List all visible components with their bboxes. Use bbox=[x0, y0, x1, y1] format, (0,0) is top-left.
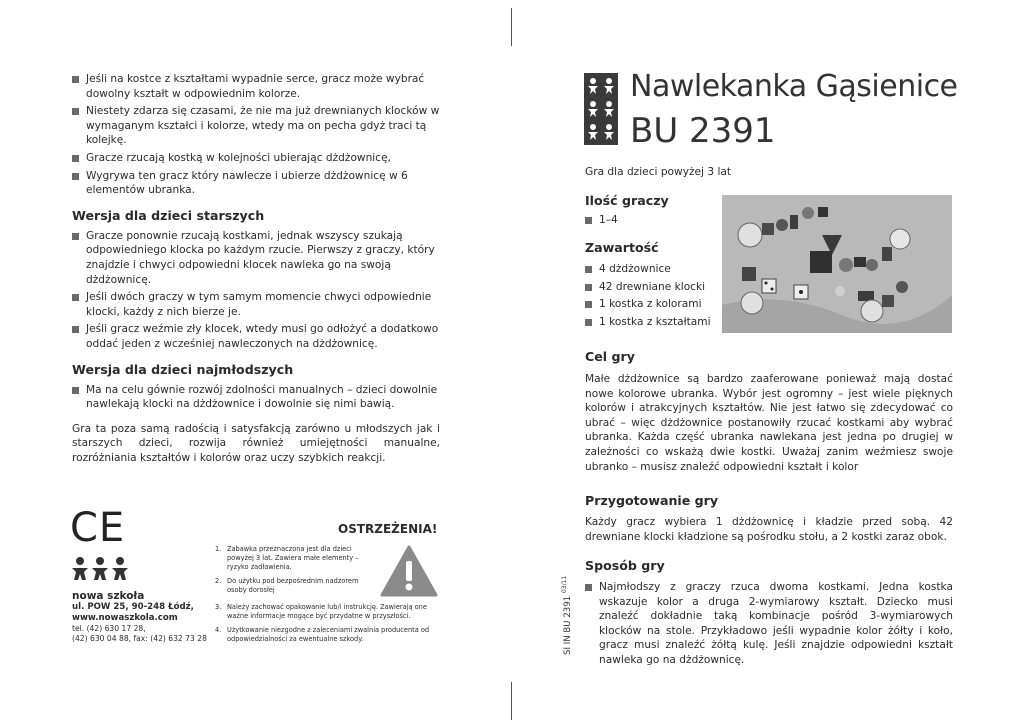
product-title: Nawlekanka Gąsienice bbox=[630, 69, 958, 104]
company-phone: tel. (42) 630 17 28, bbox=[72, 624, 146, 633]
list-item: 1 kostka z kształtami bbox=[585, 315, 720, 330]
list-item: 4. Użytkowanie niezgodne z zaleceniami zwalnia producenta od odpowiedzialności za ewentualne szkody. bbox=[215, 626, 430, 643]
players-heading: Ilość graczy bbox=[585, 193, 669, 208]
gameplay-bullet-list bbox=[585, 580, 953, 671]
list-item: Wygrywa ten gracz który nawlecze i ubierze dżdżownicę w 6 elementów ubranka. bbox=[72, 169, 440, 198]
side-code-date: 03/11 bbox=[561, 575, 568, 594]
youngest-version-heading: Wersja dla dzieci najmłodszych bbox=[72, 361, 294, 377]
list-item: Ma na celu gównie rozwój zdolności manualnych – dzieci dowolnie nawlekają klocki na dżdżownice i dowolnie się nimi bawią. bbox=[72, 383, 440, 412]
side-code bbox=[561, 576, 573, 655]
contents-list bbox=[585, 262, 720, 332]
list-item: 4 dżdżownice bbox=[585, 262, 720, 277]
list-item: Jeśli dwóch graczy w tym samym momencie chwyci odpowiednie klocki, każdy z nich bierze je. bbox=[72, 290, 440, 319]
company-fax: (42) 630 04 88, fax: (42) 632 73 28 bbox=[72, 634, 207, 643]
ce-mark: CE bbox=[70, 505, 126, 551]
preparation-heading: Przygotowanie gry bbox=[585, 493, 719, 508]
fold-mark-top bbox=[511, 8, 512, 46]
warnings-list bbox=[215, 545, 375, 600]
goal-paragraph: Małe dżdżownice są bardzo zaaferowane ponieważ mają dostać nowe kolorowe ubranka. Wybór jest ogromny – jest wiele pięknych kolorów i atrakcyjnych kształtów. Nie jest łatwo się zdecydować co ubrać – więc dżdżownice postanowiły rzucać kostkami aby wybrać ubranka. Każda część ubranka nawlekana jest jedna po drugiej w zależności co wskażą dwie kostki. Uważaj zanim weźmiesz swoje ubranko – musisz znaleźć odpowiedni kształt i kolor bbox=[585, 373, 953, 473]
left-page bbox=[72, 72, 440, 465]
fold-mark-bottom bbox=[511, 682, 512, 720]
age-label: Gra dla dzieci powyżej 3 lat bbox=[585, 166, 732, 178]
closing-paragraph: Gra ta poza samą radością i satysfakcją zarówno u młodszych jak i starszych dzieci, rozwija również umiejętności manualne, rozróżniania kształtów i kolorów oraz uczy szybkich reakcji. bbox=[72, 422, 440, 464]
list-item: Najmłodszy z graczy rzuca dwoma kostkami. Jedna kostka wskazuje kolor a druga 2-wymiarowy kształt. Dziecko musi znaleźć dokładnie taką kombinacje pośród 3-wymiarowych klocków na stole. Przykładowo jeśli wypadnie kolor żółty i koło, gracz musi znaleźć żółtą kulę. Jeśli znajdzie odpowiedni kształt nawleka go na dżdżownicę. bbox=[585, 580, 953, 668]
list-item: Gracze rzucają kostką w kolejności ubierając dżdżownicę, bbox=[72, 151, 440, 166]
gameplay-heading: Sposób gry bbox=[585, 558, 665, 573]
warning-triangle-icon bbox=[380, 545, 438, 597]
older-bullet-list bbox=[72, 229, 440, 352]
list-item: 1 kostka z kolorami bbox=[585, 297, 720, 312]
product-code: BU 2391 bbox=[630, 111, 776, 151]
company-website: www.nowaszkola.com bbox=[72, 613, 178, 623]
list-item: Niestety zdarza się czasami, że nie ma już drewnianych klocków w wymaganym kształci i kolorze, wtedy ma on pecha gdyż traci tą kolejkę. bbox=[72, 104, 440, 148]
warnings-list-continued bbox=[215, 603, 441, 649]
list-item: Gracze ponownie rzucają kostkami, jednak wszyscy szukają odpowiedniego klocka po każdym rzucie. Pierwszy z graczy, który znajdzie i chwyci odpowiedni klocek nawleka go na swoją dżdżownicę. bbox=[72, 229, 440, 287]
company-name: nowa szkoła bbox=[72, 590, 145, 602]
goal-heading: Cel gry bbox=[585, 349, 635, 364]
company-logo-icon bbox=[70, 556, 142, 582]
product-photo bbox=[722, 195, 952, 333]
players-list bbox=[585, 213, 705, 231]
preparation-paragraph: Każdy gracz wybiera 1 dżdżownicę i kładzie przed sobą. 42 drewniane klocki kładzione są pośrodku stołu, a 2 kostki zaraz obok. bbox=[585, 516, 953, 543]
list-item: Jeśli na kostce z kształtami wypadnie serce, gracz może wybrać dowolny kształt w odpowiednim kolorze. bbox=[72, 72, 440, 101]
side-code-text: SI IN BU 2391 bbox=[562, 595, 573, 655]
brand-logo-icon bbox=[584, 73, 618, 145]
list-item: 1–4 bbox=[585, 213, 705, 228]
company-address: ul. POW 25, 90-248 Łódź, bbox=[72, 602, 194, 612]
intro-bullet-list bbox=[72, 72, 440, 198]
contents-heading: Zawartość bbox=[585, 240, 659, 255]
youngest-bullet-list bbox=[72, 383, 440, 412]
list-item: 3. Należy zachować opakowanie lub/i instrukcję. Zawierają one ważne informacje mogące być przydatne w przyszłości. bbox=[215, 603, 427, 620]
company-info bbox=[72, 590, 212, 644]
list-item: 2. Do użytku pod bezpośrednim nadzorem osoby dorosłej bbox=[215, 577, 359, 594]
list-item: 1. Zabawka przeznaczona jest dla dzieci powyżej 3 lat. Zawiera małe elementy – ryzyko zadławienia. bbox=[215, 545, 359, 571]
list-item: Jeśli gracz weźmie zły klocek, wtedy musi go odłożyć a dodatkowo oddać jeden z wcześniej nawleczonych na dżdżownicę. bbox=[72, 322, 440, 351]
list-item: 42 drewniane klocki bbox=[585, 280, 720, 295]
older-version-heading: Wersja dla dzieci starszych bbox=[72, 207, 265, 223]
warnings-title: OSTRZEŻENIA! bbox=[338, 522, 438, 536]
